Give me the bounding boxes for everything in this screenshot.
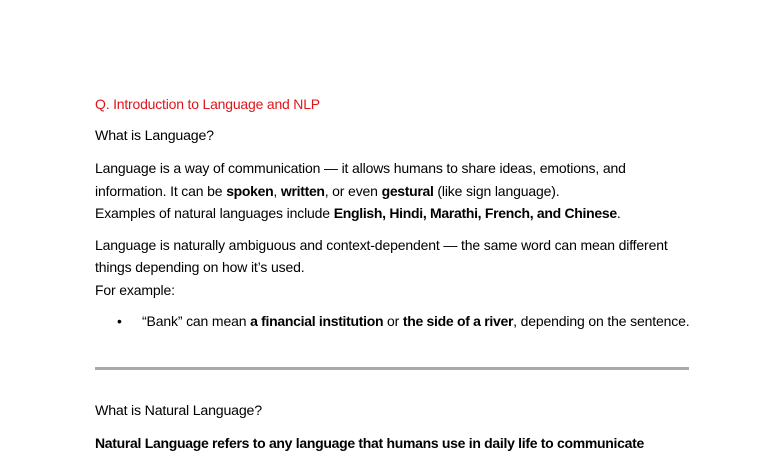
section-divider xyxy=(95,367,689,370)
question-title: Q. Introduction to Language and NLP xyxy=(95,96,320,112)
bold-side-of-river: the side of a river xyxy=(402,313,514,329)
bold-language-list: English, Hindi, Marathi, French, and Chinese xyxy=(333,205,617,221)
text-run: or xyxy=(383,313,403,329)
text-run: (like sign language). xyxy=(433,182,560,199)
bullet-icon: • xyxy=(117,313,122,329)
cut-off-paragraph xyxy=(95,433,695,451)
bold-financial-institution: a financial institution xyxy=(250,313,384,329)
text-run: Examples of natural languages include xyxy=(95,205,334,221)
bold-written: written xyxy=(280,182,325,199)
paragraph-for-example: For example: xyxy=(95,281,175,298)
heading-what-is-natural-language: What is Natural Language? xyxy=(95,403,262,419)
bold-spoken: spoken xyxy=(226,182,274,199)
bullet-item-bank xyxy=(95,310,695,333)
text-run: , depending on the sentence. xyxy=(513,313,690,329)
cut-off-text: Natural Language refers to any language that humans use in daily life to communicate xyxy=(95,435,644,451)
bold-gestural: gestural xyxy=(381,182,434,199)
paragraph-examples xyxy=(95,202,695,225)
paragraph-ambiguity: Language is naturally ambiguous and context-dependent — the same word can mean different things depending on how it’s used. xyxy=(95,236,668,275)
text-run: “Bank” can mean xyxy=(142,313,251,329)
paragraph-language-definition xyxy=(95,157,695,202)
text-run: Language is a way of communication — it allows humans to share ideas, emotions, and information. It can be xyxy=(95,160,626,199)
text-run: . xyxy=(616,205,621,221)
document-content xyxy=(95,94,695,333)
text-run: , or even xyxy=(324,182,382,199)
heading-what-is-language: What is Language? xyxy=(95,128,214,144)
text-run: , xyxy=(273,182,281,199)
